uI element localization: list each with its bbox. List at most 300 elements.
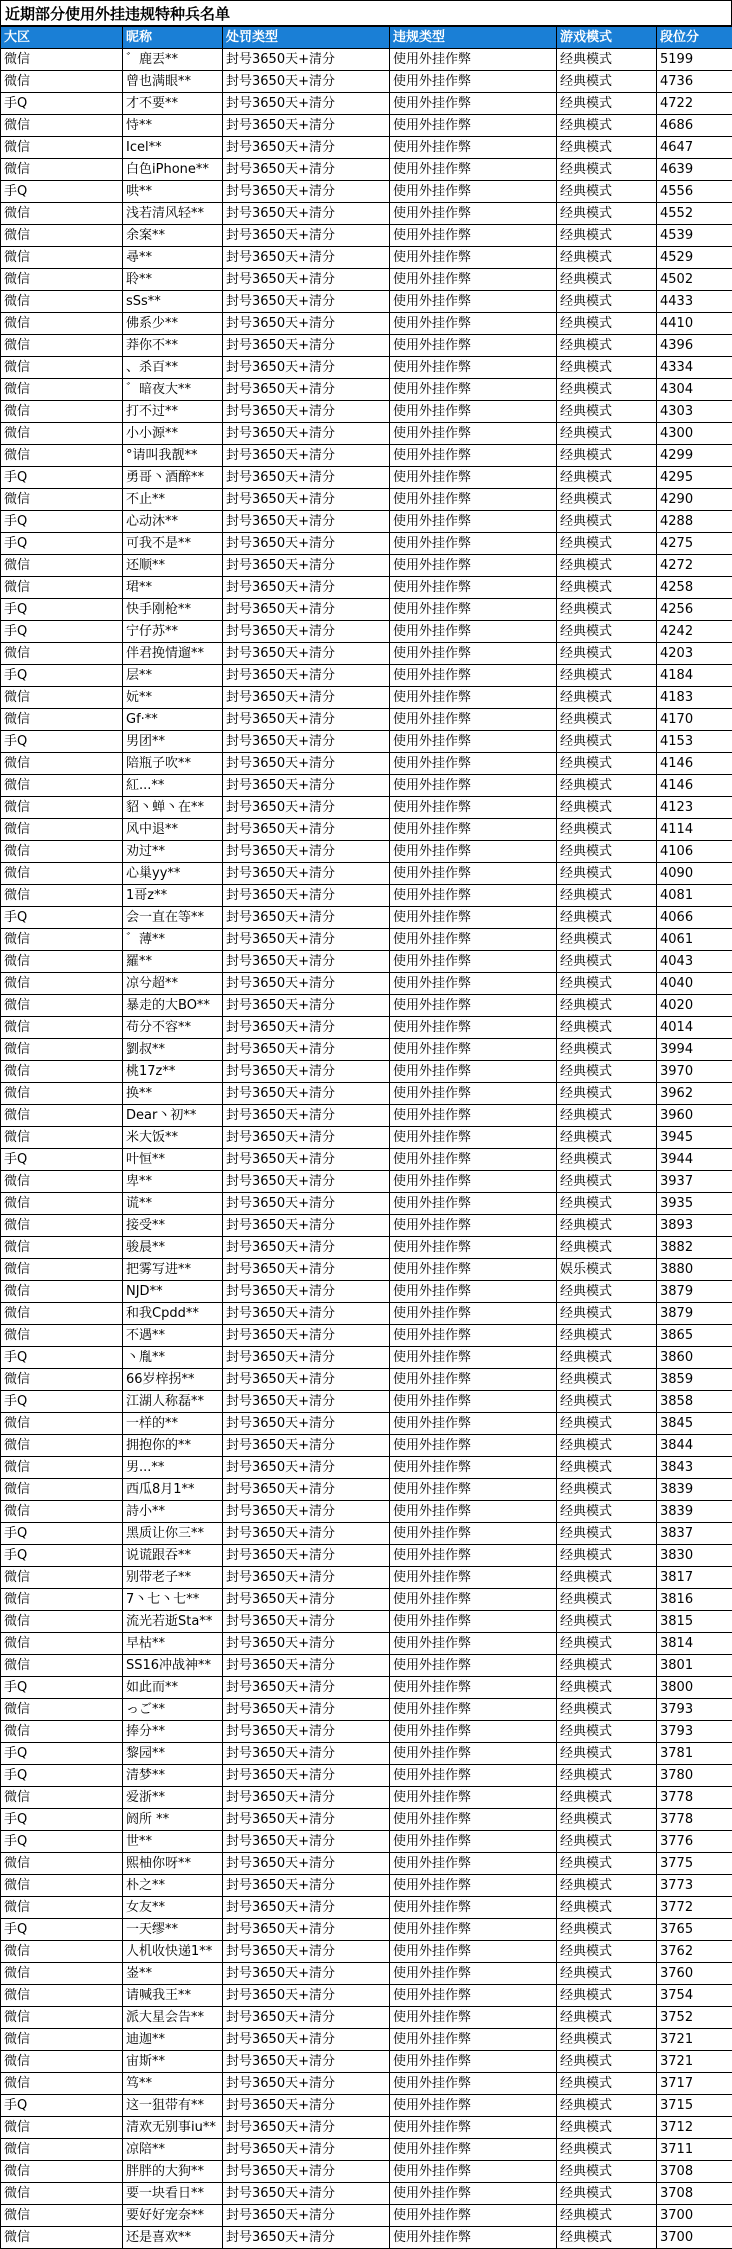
violation-cell: 使用外挂作弊	[390, 819, 557, 841]
violation-cell: 使用外挂作弊	[390, 1391, 557, 1413]
nickname-cell: 劝过**	[123, 841, 223, 863]
mode-cell: 经典模式	[557, 1919, 657, 1941]
table-row	[1, 247, 732, 269]
region-cell: 微信	[1, 1259, 123, 1281]
nickname-cell: 恃**	[123, 115, 223, 137]
nickname-cell: 男团**	[123, 731, 223, 753]
table-row	[1, 1303, 732, 1325]
nickname-cell: 风中退**	[123, 819, 223, 841]
region-cell: 微信	[1, 753, 123, 775]
punishment-cell: 封号3650天+清分	[223, 1039, 390, 1061]
punishment-cell: 封号3650天+清分	[223, 1677, 390, 1699]
table-row	[1, 775, 732, 797]
mode-cell: 经典模式	[557, 1171, 657, 1193]
violation-cell: 使用外挂作弊	[390, 401, 557, 423]
violation-cell: 使用外挂作弊	[390, 643, 557, 665]
violation-cell: 使用外挂作弊	[390, 709, 557, 731]
region-cell: 微信	[1, 1127, 123, 1149]
region-cell: 微信	[1, 1611, 123, 1633]
nickname-cell: 人机收快递1**	[123, 1941, 223, 1963]
violation-cell: 使用外挂作弊	[390, 335, 557, 357]
punishment-cell: 封号3650天+清分	[223, 269, 390, 291]
score-cell: 4539	[657, 225, 732, 247]
score-cell: 3778	[657, 1787, 732, 1809]
nickname-cell: 迪迦**	[123, 2029, 223, 2051]
region-cell: 微信	[1, 203, 123, 225]
region-cell: 手Q	[1, 599, 123, 621]
score-cell: 4106	[657, 841, 732, 863]
mode-cell: 经典模式	[557, 49, 657, 71]
table-row	[1, 1171, 732, 1193]
mode-cell: 经典模式	[557, 1655, 657, 1677]
nickname-cell: 暴走的大BO**	[123, 995, 223, 1017]
violation-cell: 使用外挂作弊	[390, 445, 557, 467]
table-row	[1, 445, 732, 467]
region-cell: 微信	[1, 2073, 123, 2095]
punishment-cell: 封号3650天+清分	[223, 1831, 390, 1853]
table-row	[1, 709, 732, 731]
violation-cell: 使用外挂作弊	[390, 995, 557, 1017]
punishment-cell: 封号3650天+清分	[223, 1501, 390, 1523]
mode-cell: 经典模式	[557, 291, 657, 313]
score-cell: 3843	[657, 1457, 732, 1479]
violation-cell: 使用外挂作弊	[390, 687, 557, 709]
mode-cell: 经典模式	[557, 1699, 657, 1721]
nickname-cell: 凉陪**	[123, 2139, 223, 2161]
punishment-cell: 封号3650天+清分	[223, 1457, 390, 1479]
region-cell: 微信	[1, 555, 123, 577]
score-cell: 4396	[657, 335, 732, 357]
mode-cell: 经典模式	[557, 687, 657, 709]
mode-cell: 经典模式	[557, 1963, 657, 1985]
punishment-cell: 封号3650天+清分	[223, 291, 390, 313]
mode-cell: 经典模式	[557, 2183, 657, 2205]
nickname-cell: 詩小**	[123, 1501, 223, 1523]
mode-cell: 经典模式	[557, 489, 657, 511]
nickname-cell: 快手刚枪**	[123, 599, 223, 621]
region-cell: 微信	[1, 929, 123, 951]
table-row	[1, 929, 732, 951]
table-row	[1, 1083, 732, 1105]
nickname-cell: 请喊我王**	[123, 1985, 223, 2007]
region-cell: 微信	[1, 1633, 123, 1655]
nickname-cell: 拥抱你的**	[123, 1435, 223, 1457]
violation-cell: 使用外挂作弊	[390, 2051, 557, 2073]
punishment-cell: 封号3650天+清分	[223, 929, 390, 951]
mode-cell: 经典模式	[557, 2139, 657, 2161]
region-cell: 手Q	[1, 93, 123, 115]
nickname-cell: 貂丶蝉丶在**	[123, 797, 223, 819]
punishment-cell: 封号3650天+清分	[223, 1633, 390, 1655]
nickname-cell: 哄**	[123, 181, 223, 203]
score-cell: 4556	[657, 181, 732, 203]
punishment-cell: 封号3650天+清分	[223, 863, 390, 885]
nickname-cell: 才不要**	[123, 93, 223, 115]
region-cell: 微信	[1, 159, 123, 181]
punishment-cell: 封号3650天+清分	[223, 1259, 390, 1281]
nickname-cell: 要好好宠奈**	[123, 2205, 223, 2227]
violation-cell: 使用外挂作弊	[390, 929, 557, 951]
mode-cell: 经典模式	[557, 1435, 657, 1457]
score-cell: 4552	[657, 203, 732, 225]
table-row	[1, 1259, 732, 1281]
score-cell: 3960	[657, 1105, 732, 1127]
violation-cell: 使用外挂作弊	[390, 2205, 557, 2227]
table-row	[1, 2051, 732, 2073]
nickname-cell: °请叫我靓**	[123, 445, 223, 467]
violation-cell: 使用外挂作弊	[390, 2117, 557, 2139]
mode-cell: 经典模式	[557, 1985, 657, 2007]
region-cell: 微信	[1, 1655, 123, 1677]
punishment-cell: 封号3650天+清分	[223, 797, 390, 819]
punishment-cell: 封号3650天+清分	[223, 1413, 390, 1435]
punishment-cell: 封号3650天+清分	[223, 1919, 390, 1941]
nickname-cell: 苟分不容**	[123, 1017, 223, 1039]
nickname-cell: 小小源**	[123, 423, 223, 445]
punishment-cell: 封号3650天+清分	[223, 1237, 390, 1259]
region-cell: 手Q	[1, 731, 123, 753]
mode-cell: 经典模式	[557, 2117, 657, 2139]
mode-cell: 经典模式	[557, 181, 657, 203]
table-row	[1, 2139, 732, 2161]
mode-cell: 经典模式	[557, 335, 657, 357]
score-cell: 3882	[657, 1237, 732, 1259]
violation-cell: 使用外挂作弊	[390, 2029, 557, 2051]
score-cell: 3845	[657, 1413, 732, 1435]
nickname-cell: 和我Cpdd**	[123, 1303, 223, 1325]
region-cell: 微信	[1, 1897, 123, 1919]
region-cell: 微信	[1, 1303, 123, 1325]
violation-cell: 使用外挂作弊	[390, 841, 557, 863]
nickname-cell: っご**	[123, 1699, 223, 1721]
nickname-cell: 莽你不**	[123, 335, 223, 357]
table-row	[1, 291, 732, 313]
punishment-cell: 封号3650天+清分	[223, 1985, 390, 2007]
violation-cell: 使用外挂作弊	[390, 1721, 557, 1743]
region-cell: 微信	[1, 1853, 123, 1875]
violation-cell: 使用外挂作弊	[390, 665, 557, 687]
violation-cell: 使用外挂作弊	[390, 907, 557, 929]
mode-cell: 经典模式	[557, 1303, 657, 1325]
score-cell: 4183	[657, 687, 732, 709]
region-cell: 微信	[1, 577, 123, 599]
punishment-cell: 封号3650天+清分	[223, 1479, 390, 1501]
violation-cell: 使用外挂作弊	[390, 511, 557, 533]
score-cell: 4043	[657, 951, 732, 973]
violation-cell: 使用外挂作弊	[390, 1325, 557, 1347]
region-cell: 微信	[1, 71, 123, 93]
table-row	[1, 335, 732, 357]
region-cell: 微信	[1, 49, 123, 71]
violation-cell: 使用外挂作弊	[390, 1369, 557, 1391]
punishment-cell: 封号3650天+清分	[223, 1787, 390, 1809]
score-cell: 3700	[657, 2227, 732, 2249]
violation-cell: 使用外挂作弊	[390, 247, 557, 269]
nickname-cell: 佛系少**	[123, 313, 223, 335]
score-cell: 3880	[657, 1259, 732, 1281]
score-cell: 4081	[657, 885, 732, 907]
nickname-cell: 白色iPhone**	[123, 159, 223, 181]
region-cell: 微信	[1, 797, 123, 819]
violation-cell: 使用外挂作弊	[390, 1589, 557, 1611]
punishment-cell: 封号3650天+清分	[223, 599, 390, 621]
nickname-cell: 一样的**	[123, 1413, 223, 1435]
score-cell: 3879	[657, 1303, 732, 1325]
table-row	[1, 643, 732, 665]
region-cell: 微信	[1, 269, 123, 291]
nickname-cell: 阏所 **	[123, 1809, 223, 1831]
nickname-cell: 不遇**	[123, 1325, 223, 1347]
nickname-cell: 如此而**	[123, 1677, 223, 1699]
nickname-cell: 派大星会告**	[123, 2007, 223, 2029]
score-cell: 3711	[657, 2139, 732, 2161]
violation-cell: 使用外挂作弊	[390, 1875, 557, 1897]
score-cell: 4066	[657, 907, 732, 929]
mode-cell: 经典模式	[557, 1127, 657, 1149]
table-row	[1, 621, 732, 643]
mode-cell: 经典模式	[557, 1589, 657, 1611]
region-cell: 微信	[1, 2183, 123, 2205]
punishment-cell: 封号3650天+清分	[223, 2051, 390, 2073]
nickname-cell: 妧**	[123, 687, 223, 709]
region-cell: 微信	[1, 1941, 123, 1963]
region-cell: 微信	[1, 1699, 123, 1721]
mode-cell: 经典模式	[557, 357, 657, 379]
nickname-cell: 要一块看日**	[123, 2183, 223, 2205]
punishment-cell: 封号3650天+清分	[223, 819, 390, 841]
punishment-cell: 封号3650天+清分	[223, 1721, 390, 1743]
score-cell: 4061	[657, 929, 732, 951]
score-cell: 3780	[657, 1765, 732, 1787]
score-cell: 4275	[657, 533, 732, 555]
violation-cell: 使用外挂作弊	[390, 1831, 557, 1853]
punishment-cell: 封号3650天+清分	[223, 1611, 390, 1633]
nickname-cell: 一天缪**	[123, 1919, 223, 1941]
violation-cell: 使用外挂作弊	[390, 1743, 557, 1765]
region-cell: 微信	[1, 2051, 123, 2073]
region-cell: 微信	[1, 2139, 123, 2161]
nickname-cell: 别带老子**	[123, 1567, 223, 1589]
mode-cell: 经典模式	[557, 137, 657, 159]
punishment-cell: 封号3650天+清分	[223, 753, 390, 775]
mode-cell: 经典模式	[557, 1039, 657, 1061]
mode-cell: 经典模式	[557, 1567, 657, 1589]
violation-cell: 使用外挂作弊	[390, 753, 557, 775]
score-cell: 3816	[657, 1589, 732, 1611]
score-cell: 4410	[657, 313, 732, 335]
punishment-cell: 封号3650天+清分	[223, 687, 390, 709]
region-cell: 手Q	[1, 1831, 123, 1853]
nickname-cell: 聆**	[123, 269, 223, 291]
violation-cell: 使用外挂作弊	[390, 357, 557, 379]
region-cell: 微信	[1, 115, 123, 137]
table-row	[1, 1743, 732, 1765]
region-cell: 手Q	[1, 1743, 123, 1765]
score-cell: 3893	[657, 1215, 732, 1237]
score-cell: 4736	[657, 71, 732, 93]
table-row	[1, 1941, 732, 1963]
score-cell: 4020	[657, 995, 732, 1017]
mode-cell: 经典模式	[557, 1765, 657, 1787]
region-cell: 微信	[1, 1985, 123, 2007]
violation-cell: 使用外挂作弊	[390, 489, 557, 511]
punishment-cell: 封号3650天+清分	[223, 973, 390, 995]
region-cell: 手Q	[1, 1545, 123, 1567]
table-row	[1, 2029, 732, 2051]
mode-cell: 经典模式	[557, 1743, 657, 1765]
punishment-cell: 封号3650天+清分	[223, 467, 390, 489]
score-cell: 4529	[657, 247, 732, 269]
mode-cell: 经典模式	[557, 731, 657, 753]
mode-cell: 经典模式	[557, 1809, 657, 1831]
mode-cell: 经典模式	[557, 2205, 657, 2227]
table-row	[1, 401, 732, 423]
violation-cell: 使用外挂作弊	[390, 203, 557, 225]
violation-cell: 使用外挂作弊	[390, 1633, 557, 1655]
table-row	[1, 1523, 732, 1545]
score-cell: 3708	[657, 2183, 732, 2205]
table-row	[1, 1721, 732, 1743]
table-body	[1, 49, 732, 2249]
table-row	[1, 1985, 732, 2007]
table-row	[1, 1215, 732, 1237]
region-cell: 微信	[1, 291, 123, 313]
punishment-cell: 封号3650天+清分	[223, 511, 390, 533]
score-cell: 3844	[657, 1435, 732, 1457]
table-row	[1, 1127, 732, 1149]
score-cell: 3994	[657, 1039, 732, 1061]
nickname-cell: 笃**	[123, 2073, 223, 2095]
punishment-cell: 封号3650天+清分	[223, 2227, 390, 2249]
nickname-cell: 勇哥丶酒醉**	[123, 467, 223, 489]
table-row	[1, 819, 732, 841]
table-row	[1, 489, 732, 511]
mode-cell: 经典模式	[557, 511, 657, 533]
mode-cell: 经典模式	[557, 2095, 657, 2117]
nickname-cell: 世**	[123, 1831, 223, 1853]
nickname-cell: 浅若清风轻**	[123, 203, 223, 225]
mode-cell: 经典模式	[557, 753, 657, 775]
table-row	[1, 1633, 732, 1655]
punishment-cell: 封号3650天+清分	[223, 775, 390, 797]
header-region: 大区	[1, 27, 123, 49]
score-cell: 3817	[657, 1567, 732, 1589]
mode-cell: 经典模式	[557, 423, 657, 445]
region-cell: 手Q	[1, 467, 123, 489]
punishment-cell: 封号3650天+清分	[223, 1853, 390, 1875]
violation-cell: 使用外挂作弊	[390, 1963, 557, 1985]
region-cell: 微信	[1, 1589, 123, 1611]
mode-cell: 经典模式	[557, 621, 657, 643]
table-row	[1, 71, 732, 93]
nickname-cell: 层**	[123, 665, 223, 687]
punishment-cell: 封号3650天+清分	[223, 247, 390, 269]
mode-cell: 经典模式	[557, 467, 657, 489]
violation-cell: 使用外挂作弊	[390, 775, 557, 797]
nickname-cell: 把雾写进**	[123, 1259, 223, 1281]
punishment-cell: 封号3650天+清分	[223, 1435, 390, 1457]
header-score: 段位分	[657, 27, 732, 49]
punishment-cell: 封号3650天+清分	[223, 533, 390, 555]
violation-cell: 使用外挂作弊	[390, 1501, 557, 1523]
score-cell: 3970	[657, 1061, 732, 1083]
region-cell: 手Q	[1, 1765, 123, 1787]
nickname-cell: 陪瓶子吹**	[123, 753, 223, 775]
violation-cell: 使用外挂作弊	[390, 1479, 557, 1501]
score-cell: 4184	[657, 665, 732, 687]
punishment-cell: 封号3650天+清分	[223, 2095, 390, 2117]
mode-cell: 经典模式	[557, 2161, 657, 2183]
punishment-cell: 封号3650天+清分	[223, 1281, 390, 1303]
table-row	[1, 2183, 732, 2205]
violation-cell: 使用外挂作弊	[390, 1303, 557, 1325]
mode-cell: 经典模式	[557, 555, 657, 577]
punishment-cell: 封号3650天+清分	[223, 665, 390, 687]
nickname-cell: 宙斯**	[123, 2051, 223, 2073]
punishment-cell: 封号3650天+清分	[223, 1765, 390, 1787]
score-cell: 3793	[657, 1721, 732, 1743]
table-row	[1, 1237, 732, 1259]
mode-cell: 经典模式	[557, 819, 657, 841]
header-row	[1, 27, 732, 49]
score-cell: 4256	[657, 599, 732, 621]
nickname-cell: 接受**	[123, 1215, 223, 1237]
mode-cell: 经典模式	[557, 1831, 657, 1853]
region-cell: 微信	[1, 1413, 123, 1435]
nickname-cell: 男...**	[123, 1457, 223, 1479]
mode-cell: 娱乐模式	[557, 1259, 657, 1281]
region-cell: 手Q	[1, 1347, 123, 1369]
score-cell: 3778	[657, 1809, 732, 1831]
nickname-cell: 可我不是**	[123, 533, 223, 555]
mode-cell: 经典模式	[557, 71, 657, 93]
score-cell: 4300	[657, 423, 732, 445]
punishment-cell: 封号3650天+清分	[223, 1897, 390, 1919]
score-cell: 3879	[657, 1281, 732, 1303]
region-cell: 手Q	[1, 511, 123, 533]
mode-cell: 经典模式	[557, 247, 657, 269]
table-row	[1, 1875, 732, 1897]
violation-cell: 使用外挂作弊	[390, 1567, 557, 1589]
nickname-cell: 心巢yy**	[123, 863, 223, 885]
violation-cell: 使用外挂作弊	[390, 1193, 557, 1215]
nickname-cell: 凉兮超**	[123, 973, 223, 995]
header-violation: 违规类型	[390, 27, 557, 49]
violation-cell: 使用外挂作弊	[390, 2227, 557, 2249]
mode-cell: 经典模式	[557, 1193, 657, 1215]
table-row	[1, 137, 732, 159]
punishment-cell: 封号3650天+清分	[223, 1061, 390, 1083]
nickname-cell: 流光若逝Sta**	[123, 1611, 223, 1633]
violation-cell: 使用外挂作弊	[390, 71, 557, 93]
mode-cell: 经典模式	[557, 907, 657, 929]
score-cell: 3721	[657, 2029, 732, 2051]
score-cell: 4334	[657, 357, 732, 379]
table-row	[1, 599, 732, 621]
violation-cell: 使用外挂作弊	[390, 1127, 557, 1149]
score-cell: 4123	[657, 797, 732, 819]
table-row	[1, 2161, 732, 2183]
score-cell: 4502	[657, 269, 732, 291]
table-row	[1, 1391, 732, 1413]
region-cell: 手Q	[1, 1919, 123, 1941]
punishment-cell: 封号3650天+清分	[223, 1567, 390, 1589]
nickname-cell: 换**	[123, 1083, 223, 1105]
mode-cell: 经典模式	[557, 951, 657, 973]
region-cell: 微信	[1, 2205, 123, 2227]
score-cell: 4303	[657, 401, 732, 423]
mode-cell: 经典模式	[557, 1017, 657, 1039]
